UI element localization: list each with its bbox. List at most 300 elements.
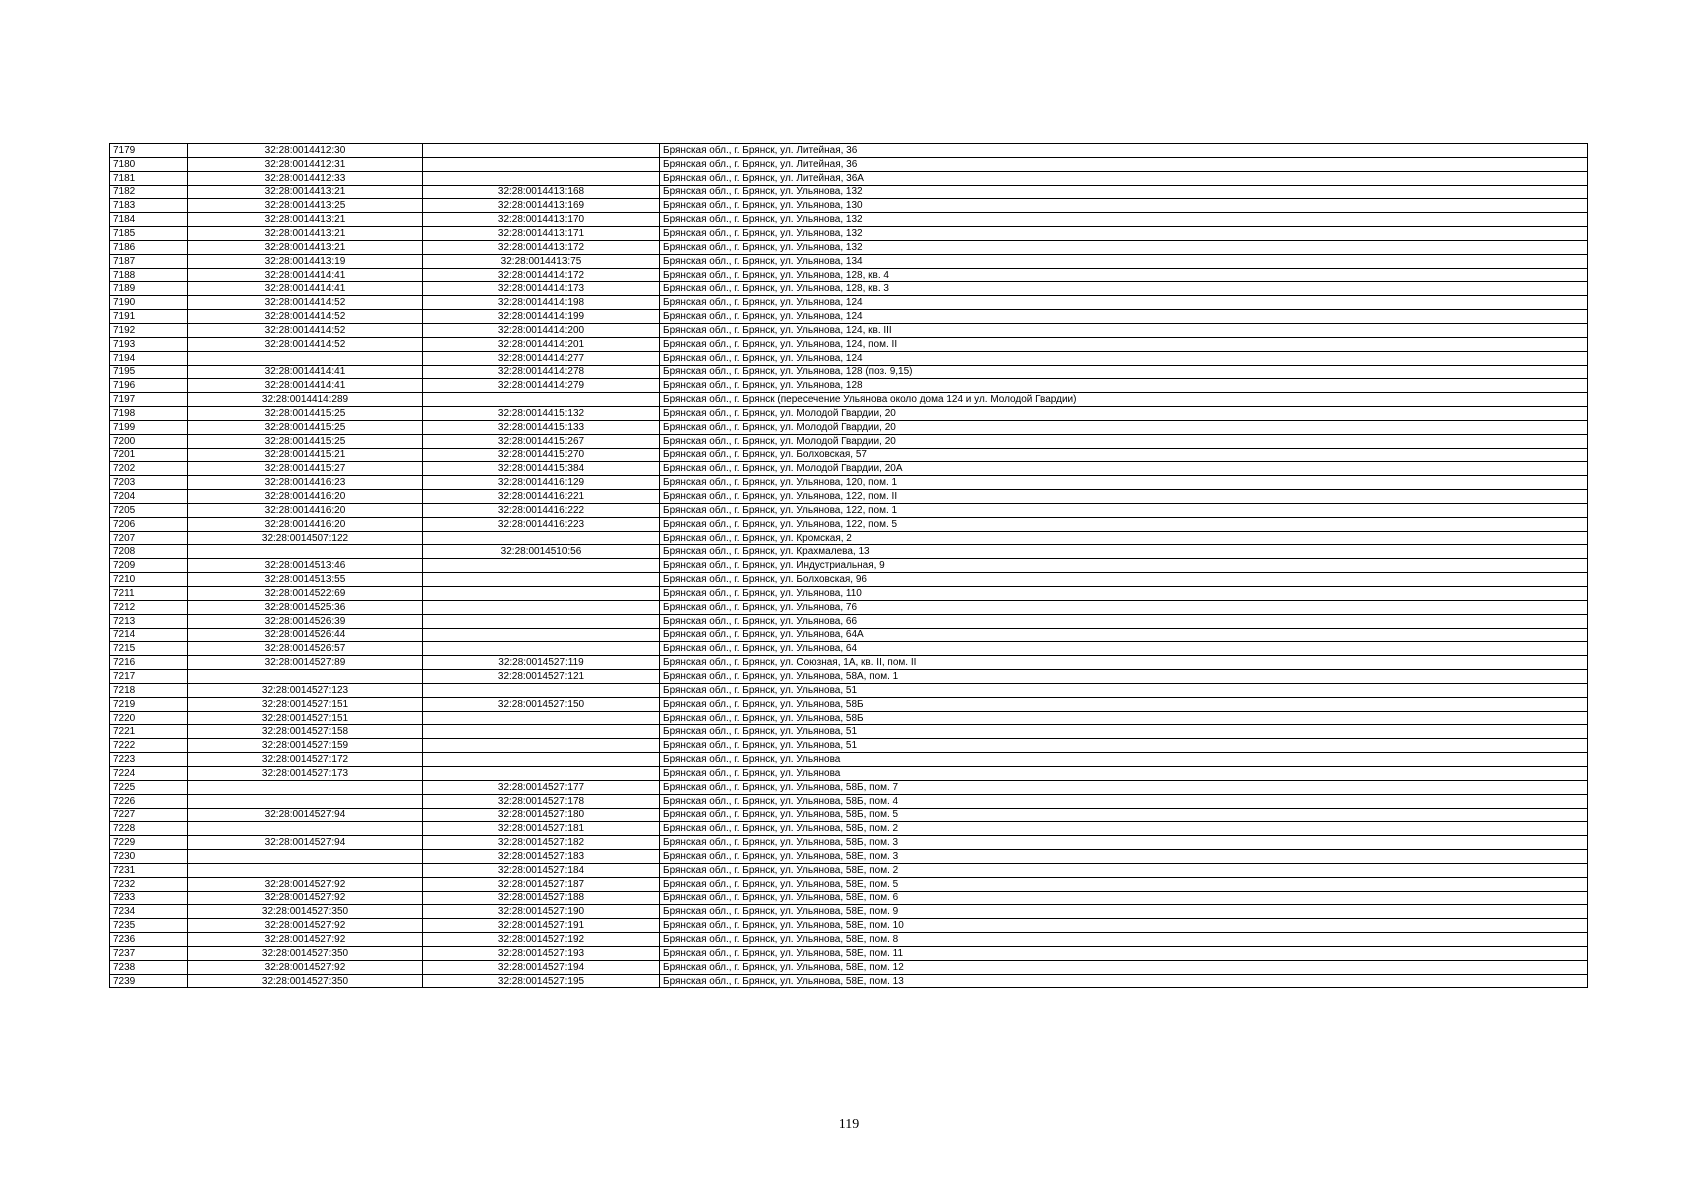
table-row [110, 933, 1588, 947]
row-number-cell: 7191 [110, 310, 188, 324]
building-cadastral-number-cell: 32:28:0014416:223 [423, 517, 660, 531]
land-cadastral-number-cell: 32:28:0014527:89 [188, 656, 423, 670]
land-cadastral-number-cell: 32:28:0014414:52 [188, 310, 423, 324]
row-number-cell: 7217 [110, 670, 188, 684]
building-cadastral-number-cell: 32:28:0014527:195 [423, 974, 660, 988]
building-cadastral-number-cell: 32:28:0014414:199 [423, 310, 660, 324]
building-cadastral-number-cell [423, 739, 660, 753]
land-cadastral-number-cell: 32:28:0014414:52 [188, 337, 423, 351]
row-number-cell: 7201 [110, 448, 188, 462]
address-cell: Брянская обл., г. Брянск, ул. Ульянова, 122, пом. II [660, 490, 1588, 504]
address-cell: Брянская обл., г. Брянск, ул. Ульянова, 51 [660, 725, 1588, 739]
building-cadastral-number-cell: 32:28:0014527:183 [423, 850, 660, 864]
address-cell: Брянская обл., г. Брянск, ул. Ульянова, 58Б, пом. 5 [660, 808, 1588, 822]
table-row [110, 379, 1588, 393]
land-cadastral-number-cell: 32:28:0014527:350 [188, 905, 423, 919]
address-cell: Брянская обл., г. Брянск, ул. Болховская, 96 [660, 573, 1588, 587]
table-row [110, 407, 1588, 421]
address-cell: Брянская обл., г. Брянск, ул. Союзная, 1А, кв. II, пом. II [660, 656, 1588, 670]
land-cadastral-number-cell: 32:28:0014527:158 [188, 725, 423, 739]
land-cadastral-number-cell [188, 351, 423, 365]
row-number-cell: 7237 [110, 946, 188, 960]
address-cell: Брянская обл., г. Брянск, ул. Ульянова, 66 [660, 614, 1588, 628]
land-cadastral-number-cell: 32:28:0014413:21 [188, 213, 423, 227]
address-cell: Брянская обл., г. Брянск, ул. Ульянова, 58Е, пом. 12 [660, 960, 1588, 974]
table-row [110, 268, 1588, 282]
address-cell: Брянская обл., г. Брянск, ул. Ульянова, 58Б [660, 711, 1588, 725]
address-cell: Брянская обл., г. Брянск, ул. Ульянова, 58Е, пом. 5 [660, 877, 1588, 891]
address-cell: Брянская обл., г. Брянск, ул. Ульянова, 58Е, пом. 13 [660, 974, 1588, 988]
address-cell: Брянская обл., г. Брянск, ул. Ульянова, 122, пом. 5 [660, 517, 1588, 531]
building-cadastral-number-cell [423, 144, 660, 158]
building-cadastral-number-cell: 32:28:0014413:75 [423, 254, 660, 268]
land-cadastral-number-cell: 32:28:0014414:41 [188, 282, 423, 296]
building-cadastral-number-cell: 32:28:0014414:279 [423, 379, 660, 393]
row-number-cell: 7210 [110, 573, 188, 587]
land-cadastral-number-cell: 32:28:0014522:69 [188, 587, 423, 601]
row-number-cell: 7236 [110, 933, 188, 947]
building-cadastral-number-cell: 32:28:0014416:221 [423, 490, 660, 504]
building-cadastral-number-cell: 32:28:0014415:270 [423, 448, 660, 462]
table-row [110, 850, 1588, 864]
row-number-cell: 7180 [110, 157, 188, 171]
table-row [110, 545, 1588, 559]
address-cell: Брянская обл., г. Брянск, ул. Ульянова, 124, кв. III [660, 323, 1588, 337]
address-cell: Брянская обл., г. Брянск, ул. Ульянова, 58Б [660, 697, 1588, 711]
table-row [110, 739, 1588, 753]
table-row [110, 517, 1588, 531]
address-cell: Брянская обл., г. Брянск, ул. Ульянова, 134 [660, 254, 1588, 268]
address-cell: Брянская обл., г. Брянск, ул. Молодой Гвардии, 20 [660, 420, 1588, 434]
address-cell: Брянская обл., г. Брянск, ул. Ульянова, 128 (поз. 9,15) [660, 365, 1588, 379]
table-row [110, 240, 1588, 254]
table-row [110, 171, 1588, 185]
building-cadastral-number-cell [423, 531, 660, 545]
building-cadastral-number-cell [423, 171, 660, 185]
building-cadastral-number-cell: 32:28:0014527:194 [423, 960, 660, 974]
table-row [110, 310, 1588, 324]
address-cell: Брянская обл., г. Брянск, ул. Молодой Гвардии, 20 [660, 434, 1588, 448]
table-row [110, 420, 1588, 434]
building-cadastral-number-cell: 32:28:0014527:119 [423, 656, 660, 670]
building-cadastral-number-cell [423, 600, 660, 614]
address-cell: Брянская обл., г. Брянск, ул. Индустриальная, 9 [660, 559, 1588, 573]
address-cell: Брянская обл., г. Брянск, ул. Ульянова, 58Е, пом. 9 [660, 905, 1588, 919]
address-cell: Брянская обл., г. Брянск, ул. Ульянова, 124, пом. II [660, 337, 1588, 351]
address-cell: Брянская обл., г. Брянск, ул. Ульянова, 124 [660, 296, 1588, 310]
land-cadastral-number-cell: 32:28:0014416:23 [188, 476, 423, 490]
table-row [110, 323, 1588, 337]
table-row [110, 490, 1588, 504]
building-cadastral-number-cell: 32:28:0014527:184 [423, 863, 660, 877]
building-cadastral-number-cell: 32:28:0014414:173 [423, 282, 660, 296]
building-cadastral-number-cell [423, 753, 660, 767]
building-cadastral-number-cell: 32:28:0014527:190 [423, 905, 660, 919]
row-number-cell: 7182 [110, 185, 188, 199]
table-row [110, 794, 1588, 808]
address-cell: Брянская обл., г. Брянск, ул. Ульянова, 64 [660, 642, 1588, 656]
building-cadastral-number-cell: 32:28:0014413:172 [423, 240, 660, 254]
land-cadastral-number-cell [188, 822, 423, 836]
land-cadastral-number-cell: 32:28:0014415:21 [188, 448, 423, 462]
row-number-cell: 7234 [110, 905, 188, 919]
land-cadastral-number-cell: 32:28:0014414:52 [188, 296, 423, 310]
row-number-cell: 7239 [110, 974, 188, 988]
land-cadastral-number-cell: 32:28:0014415:27 [188, 462, 423, 476]
row-number-cell: 7200 [110, 434, 188, 448]
address-cell: Брянская обл., г. Брянск, ул. Ульянова, 58Е, пом. 10 [660, 919, 1588, 933]
table-row [110, 919, 1588, 933]
address-cell: Брянская обл., г. Брянск, ул. Ульянова, 132 [660, 213, 1588, 227]
table-row [110, 254, 1588, 268]
address-cell: Брянская обл., г. Брянск, ул. Кромская, 2 [660, 531, 1588, 545]
table-row [110, 766, 1588, 780]
building-cadastral-number-cell: 32:28:0014414:172 [423, 268, 660, 282]
building-cadastral-number-cell: 32:28:0014510:56 [423, 545, 660, 559]
table-row [110, 213, 1588, 227]
row-number-cell: 7224 [110, 766, 188, 780]
land-cadastral-number-cell: 32:28:0014526:57 [188, 642, 423, 656]
land-cadastral-number-cell: 32:28:0014413:25 [188, 199, 423, 213]
table-row [110, 351, 1588, 365]
building-cadastral-number-cell: 32:28:0014413:169 [423, 199, 660, 213]
land-cadastral-number-cell: 32:28:0014527:92 [188, 891, 423, 905]
address-cell: Брянская обл., г. Брянск, ул. Ульянова, 128 [660, 379, 1588, 393]
table-row [110, 462, 1588, 476]
land-cadastral-number-cell: 32:28:0014412:33 [188, 171, 423, 185]
table-row [110, 905, 1588, 919]
row-number-cell: 7199 [110, 420, 188, 434]
building-cadastral-number-cell [423, 766, 660, 780]
land-cadastral-number-cell: 32:28:0014527:350 [188, 946, 423, 960]
table-row [110, 822, 1588, 836]
table-row [110, 808, 1588, 822]
building-cadastral-number-cell: 32:28:0014527:188 [423, 891, 660, 905]
land-cadastral-number-cell: 32:28:0014526:39 [188, 614, 423, 628]
table-row [110, 725, 1588, 739]
land-cadastral-number-cell: 32:28:0014415:25 [188, 434, 423, 448]
table-row [110, 877, 1588, 891]
building-cadastral-number-cell: 32:28:0014413:168 [423, 185, 660, 199]
building-cadastral-number-cell: 32:28:0014414:200 [423, 323, 660, 337]
table-row [110, 185, 1588, 199]
building-cadastral-number-cell: 32:28:0014527:193 [423, 946, 660, 960]
building-cadastral-number-cell: 32:28:0014527:150 [423, 697, 660, 711]
row-number-cell: 7192 [110, 323, 188, 337]
land-cadastral-number-cell: 32:28:0014507:122 [188, 531, 423, 545]
row-number-cell: 7233 [110, 891, 188, 905]
building-cadastral-number-cell: 32:28:0014415:132 [423, 407, 660, 421]
table-row [110, 780, 1588, 794]
row-number-cell: 7219 [110, 697, 188, 711]
row-number-cell: 7185 [110, 227, 188, 241]
table-row [110, 946, 1588, 960]
land-cadastral-number-cell: 32:28:0014416:20 [188, 517, 423, 531]
building-cadastral-number-cell: 32:28:0014416:129 [423, 476, 660, 490]
address-cell: Брянская обл., г. Брянск, ул. Ульянова, 76 [660, 600, 1588, 614]
land-cadastral-number-cell: 32:28:0014513:46 [188, 559, 423, 573]
table-row [110, 628, 1588, 642]
table-row [110, 960, 1588, 974]
building-cadastral-number-cell: 32:28:0014527:121 [423, 670, 660, 684]
row-number-cell: 7218 [110, 683, 188, 697]
address-cell: Брянская обл., г. Брянск, ул. Ульянова, 132 [660, 240, 1588, 254]
table-row [110, 448, 1588, 462]
table-row [110, 836, 1588, 850]
land-cadastral-number-cell: 32:28:0014527:92 [188, 877, 423, 891]
row-number-cell: 7235 [110, 919, 188, 933]
row-number-cell: 7207 [110, 531, 188, 545]
address-cell: Брянская обл., г. Брянск, ул. Ульянова, 51 [660, 683, 1588, 697]
table-row [110, 434, 1588, 448]
row-number-cell: 7232 [110, 877, 188, 891]
building-cadastral-number-cell [423, 157, 660, 171]
land-cadastral-number-cell: 32:28:0014527:94 [188, 808, 423, 822]
address-cell: Брянская обл., г. Брянск, ул. Молодой Гвардии, 20А [660, 462, 1588, 476]
land-cadastral-number-cell [188, 850, 423, 864]
land-cadastral-number-cell: 32:28:0014413:19 [188, 254, 423, 268]
land-cadastral-number-cell: 32:28:0014413:21 [188, 185, 423, 199]
address-cell: Брянская обл., г. Брянск, ул. Ульянова, 58Е, пом. 6 [660, 891, 1588, 905]
address-cell: Брянская обл., г. Брянск, ул. Ульянова, 132 [660, 185, 1588, 199]
row-number-cell: 7227 [110, 808, 188, 822]
building-cadastral-number-cell [423, 393, 660, 407]
building-cadastral-number-cell [423, 642, 660, 656]
building-cadastral-number-cell: 32:28:0014414:278 [423, 365, 660, 379]
land-cadastral-number-cell: 32:28:0014527:159 [188, 739, 423, 753]
building-cadastral-number-cell: 32:28:0014413:170 [423, 213, 660, 227]
row-number-cell: 7197 [110, 393, 188, 407]
row-number-cell: 7193 [110, 337, 188, 351]
row-number-cell: 7181 [110, 171, 188, 185]
table-row [110, 683, 1588, 697]
building-cadastral-number-cell [423, 628, 660, 642]
table-row [110, 503, 1588, 517]
building-cadastral-number-cell: 32:28:0014415:267 [423, 434, 660, 448]
address-cell: Брянская обл., г. Брянск, ул. Ульянова, 58Б, пом. 2 [660, 822, 1588, 836]
address-cell: Брянская обл., г. Брянск, ул. Ульянова, 64А [660, 628, 1588, 642]
land-cadastral-number-cell: 32:28:0014415:25 [188, 420, 423, 434]
table-row [110, 753, 1588, 767]
row-number-cell: 7211 [110, 587, 188, 601]
row-number-cell: 7188 [110, 268, 188, 282]
land-cadastral-number-cell [188, 780, 423, 794]
address-cell: Брянская обл., г. Брянск, ул. Литейная, 36 [660, 157, 1588, 171]
address-cell: Брянская обл., г. Брянск, ул. Крахмалева, 13 [660, 545, 1588, 559]
address-cell: Брянская обл., г. Брянск, ул. Литейная, 36А [660, 171, 1588, 185]
land-cadastral-number-cell: 32:28:0014415:25 [188, 407, 423, 421]
building-cadastral-number-cell: 32:28:0014414:277 [423, 351, 660, 365]
land-cadastral-number-cell: 32:28:0014414:41 [188, 379, 423, 393]
table-row [110, 656, 1588, 670]
building-cadastral-number-cell: 32:28:0014527:191 [423, 919, 660, 933]
address-cell: Брянская обл., г. Брянск, ул. Ульянова, 58Е, пом. 3 [660, 850, 1588, 864]
address-cell: Брянская обл., г. Брянск, ул. Ульянова, 110 [660, 587, 1588, 601]
table-row [110, 600, 1588, 614]
land-cadastral-number-cell: 32:28:0014527:92 [188, 933, 423, 947]
row-number-cell: 7203 [110, 476, 188, 490]
land-cadastral-number-cell: 32:28:0014527:123 [188, 683, 423, 697]
address-cell: Брянская обл., г. Брянск, ул. Ульянова, 120, пом. 1 [660, 476, 1588, 490]
land-cadastral-number-cell: 32:28:0014413:21 [188, 240, 423, 254]
table-row [110, 476, 1588, 490]
row-number-cell: 7213 [110, 614, 188, 628]
table-row [110, 282, 1588, 296]
table-row [110, 642, 1588, 656]
row-number-cell: 7205 [110, 503, 188, 517]
table-row [110, 337, 1588, 351]
row-number-cell: 7196 [110, 379, 188, 393]
page-number: 119 [838, 1117, 860, 1132]
row-number-cell: 7189 [110, 282, 188, 296]
building-cadastral-number-cell: 32:28:0014527:187 [423, 877, 660, 891]
land-cadastral-number-cell: 32:28:0014414:289 [188, 393, 423, 407]
building-cadastral-number-cell [423, 683, 660, 697]
address-cell: Брянская обл., г. Брянск, ул. Ульянова, 58Б, пом. 4 [660, 794, 1588, 808]
land-cadastral-number-cell: 32:28:0014527:92 [188, 919, 423, 933]
land-cadastral-number-cell: 32:28:0014416:20 [188, 490, 423, 504]
address-cell: Брянская обл., г. Брянск, ул. Ульянова, 132 [660, 227, 1588, 241]
row-number-cell: 7231 [110, 863, 188, 877]
address-cell: Брянская обл., г. Брянск, ул. Ульянова, 58Е, пом. 2 [660, 863, 1588, 877]
row-number-cell: 7208 [110, 545, 188, 559]
row-number-cell: 7214 [110, 628, 188, 642]
table-row [110, 711, 1588, 725]
land-cadastral-number-cell: 32:28:0014413:21 [188, 227, 423, 241]
row-number-cell: 7216 [110, 656, 188, 670]
address-cell: Брянская обл., г. Брянск, ул. Ульянова, 51 [660, 739, 1588, 753]
address-cell: Брянская обл., г. Брянск, ул. Ульянова [660, 753, 1588, 767]
address-cell: Брянская обл., г. Брянск, ул. Ульянова, 124 [660, 310, 1588, 324]
row-number-cell: 7183 [110, 199, 188, 213]
building-cadastral-number-cell [423, 559, 660, 573]
row-number-cell: 7198 [110, 407, 188, 421]
table-row [110, 573, 1588, 587]
address-cell: Брянская обл., г. Брянск, ул. Болховская, 57 [660, 448, 1588, 462]
land-cadastral-number-cell: 32:28:0014526:44 [188, 628, 423, 642]
table-row [110, 614, 1588, 628]
table-row [110, 891, 1588, 905]
land-cadastral-number-cell: 32:28:0014414:52 [188, 323, 423, 337]
cadastral-table [109, 143, 1588, 988]
land-cadastral-number-cell [188, 545, 423, 559]
table-row [110, 144, 1588, 158]
building-cadastral-number-cell: 32:28:0014527:181 [423, 822, 660, 836]
table-row [110, 296, 1588, 310]
row-number-cell: 7195 [110, 365, 188, 379]
address-cell: Брянская обл., г. Брянск, ул. Ульянова, 128, кв. 4 [660, 268, 1588, 282]
row-number-cell: 7222 [110, 739, 188, 753]
row-number-cell: 7202 [110, 462, 188, 476]
building-cadastral-number-cell: 32:28:0014527:178 [423, 794, 660, 808]
building-cadastral-number-cell [423, 725, 660, 739]
land-cadastral-number-cell: 32:28:0014416:20 [188, 503, 423, 517]
table-body [110, 144, 1588, 988]
building-cadastral-number-cell: 32:28:0014415:133 [423, 420, 660, 434]
row-number-cell: 7220 [110, 711, 188, 725]
building-cadastral-number-cell: 32:28:0014414:198 [423, 296, 660, 310]
table-row [110, 393, 1588, 407]
building-cadastral-number-cell: 32:28:0014527:192 [423, 933, 660, 947]
land-cadastral-number-cell: 32:28:0014527:151 [188, 711, 423, 725]
land-cadastral-number-cell: 32:28:0014414:41 [188, 365, 423, 379]
building-cadastral-number-cell [423, 711, 660, 725]
row-number-cell: 7212 [110, 600, 188, 614]
address-cell: Брянская обл., г. Брянск, ул. Ульянова, 124 [660, 351, 1588, 365]
building-cadastral-number-cell: 32:28:0014527:180 [423, 808, 660, 822]
land-cadastral-number-cell: 32:28:0014527:92 [188, 960, 423, 974]
row-number-cell: 7187 [110, 254, 188, 268]
address-cell: Брянская обл., г. Брянск, ул. Ульянова, 58Е, пом. 11 [660, 946, 1588, 960]
table-row [110, 365, 1588, 379]
address-cell: Брянская обл., г. Брянск, ул. Ульянова, 58Б, пом. 3 [660, 836, 1588, 850]
table-row [110, 559, 1588, 573]
row-number-cell: 7226 [110, 794, 188, 808]
table-row [110, 157, 1588, 171]
land-cadastral-number-cell: 32:28:0014414:41 [188, 268, 423, 282]
building-cadastral-number-cell [423, 587, 660, 601]
row-number-cell: 7238 [110, 960, 188, 974]
land-cadastral-number-cell: 32:28:0014412:30 [188, 144, 423, 158]
table-row [110, 587, 1588, 601]
row-number-cell: 7194 [110, 351, 188, 365]
row-number-cell: 7229 [110, 836, 188, 850]
land-cadastral-number-cell: 32:28:0014525:36 [188, 600, 423, 614]
table-row [110, 670, 1588, 684]
building-cadastral-number-cell: 32:28:0014527:177 [423, 780, 660, 794]
address-cell: Брянская обл., г. Брянск, ул. Литейная, 36 [660, 144, 1588, 158]
land-cadastral-number-cell: 32:28:0014527:172 [188, 753, 423, 767]
row-number-cell: 7215 [110, 642, 188, 656]
land-cadastral-number-cell: 32:28:0014527:151 [188, 697, 423, 711]
land-cadastral-number-cell: 32:28:0014412:31 [188, 157, 423, 171]
address-cell: Брянская обл., г. Брянск, ул. Ульянова, 122, пом. 1 [660, 503, 1588, 517]
row-number-cell: 7223 [110, 753, 188, 767]
land-cadastral-number-cell: 32:28:0014527:94 [188, 836, 423, 850]
building-cadastral-number-cell [423, 614, 660, 628]
land-cadastral-number-cell: 32:28:0014527:173 [188, 766, 423, 780]
address-cell: Брянская обл., г. Брянск, ул. Молодой Гвардии, 20 [660, 407, 1588, 421]
row-number-cell: 7186 [110, 240, 188, 254]
row-number-cell: 7204 [110, 490, 188, 504]
row-number-cell: 7230 [110, 850, 188, 864]
row-number-cell: 7228 [110, 822, 188, 836]
table-row [110, 531, 1588, 545]
table-row [110, 227, 1588, 241]
row-number-cell: 7225 [110, 780, 188, 794]
building-cadastral-number-cell: 32:28:0014416:222 [423, 503, 660, 517]
row-number-cell: 7221 [110, 725, 188, 739]
table-row [110, 199, 1588, 213]
row-number-cell: 7184 [110, 213, 188, 227]
row-number-cell: 7209 [110, 559, 188, 573]
land-cadastral-number-cell [188, 794, 423, 808]
building-cadastral-number-cell [423, 573, 660, 587]
building-cadastral-number-cell: 32:28:0014527:182 [423, 836, 660, 850]
address-cell: Брянская обл., г. Брянск, ул. Ульянова, 128, кв. 3 [660, 282, 1588, 296]
address-cell: Брянская обл., г. Брянск, ул. Ульянова, 58Б, пом. 7 [660, 780, 1588, 794]
land-cadastral-number-cell: 32:28:0014527:350 [188, 974, 423, 988]
table-row [110, 697, 1588, 711]
building-cadastral-number-cell: 32:28:0014413:171 [423, 227, 660, 241]
address-cell: Брянская обл., г. Брянск, ул. Ульянова, 58Е, пом. 8 [660, 933, 1588, 947]
table-row [110, 863, 1588, 877]
address-cell: Брянская обл., г. Брянск, ул. Ульянова, 130 [660, 199, 1588, 213]
row-number-cell: 7179 [110, 144, 188, 158]
row-number-cell: 7206 [110, 517, 188, 531]
building-cadastral-number-cell: 32:28:0014415:384 [423, 462, 660, 476]
land-cadastral-number-cell [188, 670, 423, 684]
